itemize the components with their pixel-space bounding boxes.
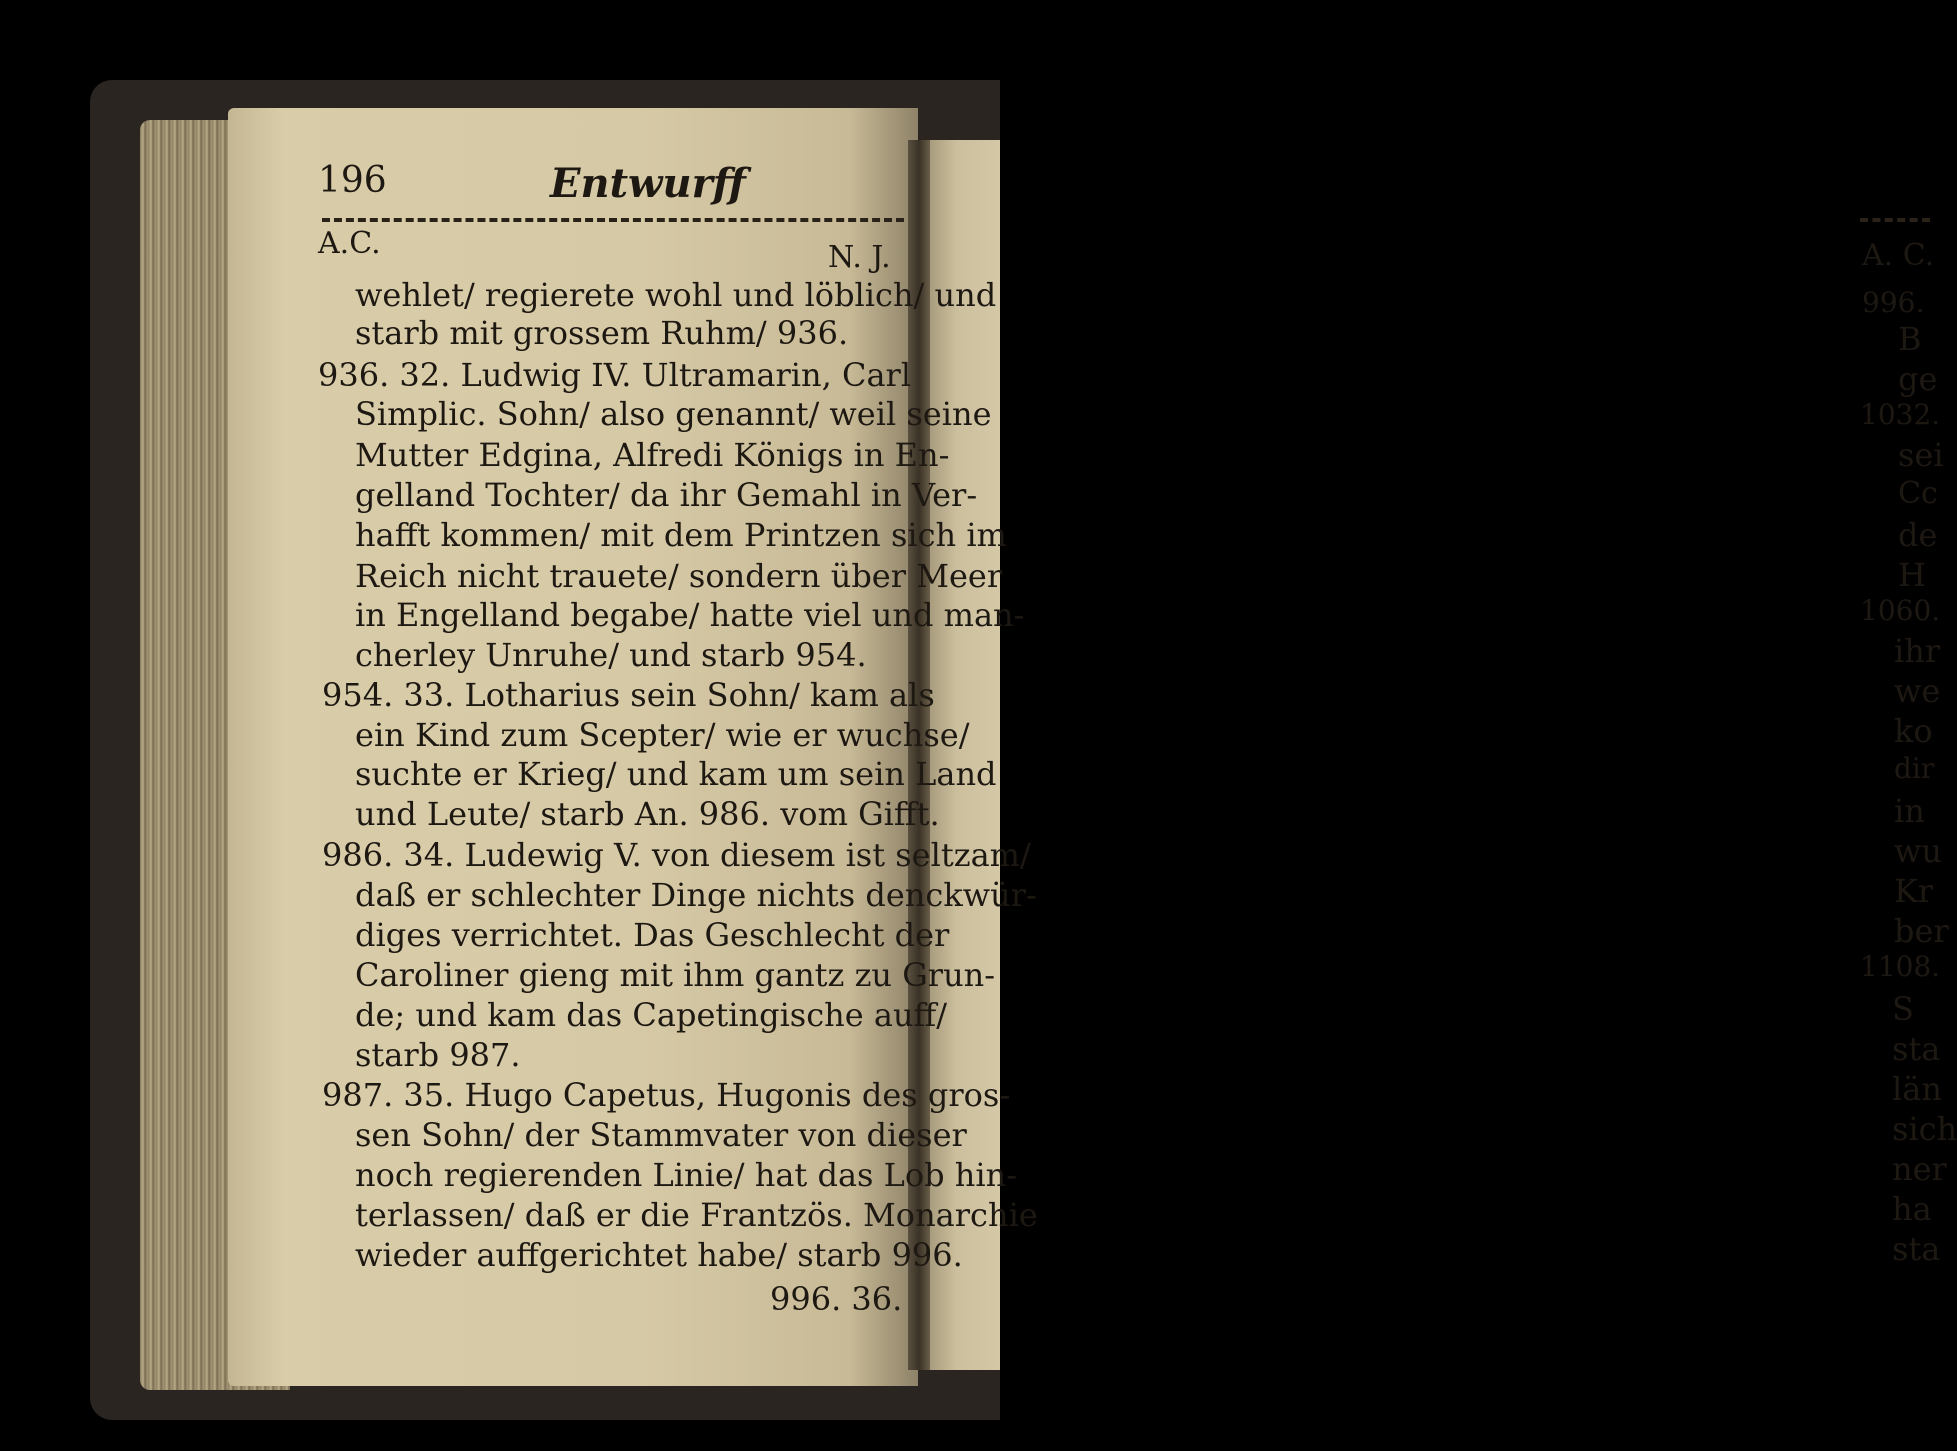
text-line: noch regierenden Linie/ hat das Lob hin- <box>355 1156 1018 1194</box>
right-fragment: we <box>1894 672 1941 710</box>
text-line: sen Sohn/ der Stammvater von dieser <box>355 1116 967 1154</box>
right-fragment: 1060. <box>1860 594 1941 627</box>
text-line: Mutter Edgina, Alfredi Königs in En- <box>355 436 950 474</box>
text-line: wieder auffgerichtet habe/ starb 996. <box>355 1236 963 1274</box>
right-fragment: sich <box>1892 1110 1957 1148</box>
right-fragment: 1032. <box>1860 398 1941 431</box>
right-fragment: sta <box>1892 1230 1941 1268</box>
right-fragment: ner <box>1892 1150 1947 1188</box>
right-fragment: de <box>1898 516 1938 554</box>
column-head-nj: N. J. <box>828 240 891 275</box>
text-line: terlassen/ daß er die Frantzös. Monarchie <box>355 1196 1038 1234</box>
right-fragment: ihr <box>1894 632 1941 670</box>
text-line: starb mit grossem Ruhm/ 936. <box>355 314 849 352</box>
right-fragment: in <box>1894 792 1925 830</box>
right-fragment: S <box>1892 990 1914 1028</box>
text-line: Simplic. Sohn/ also genannt/ weil seine <box>355 395 992 433</box>
running-title: Entwurff <box>550 160 746 207</box>
text-line: suchte er Krieg/ und kam um sein Land <box>355 755 997 793</box>
text-line: 987. 35. Hugo Capetus, Hugonis des gros- <box>322 1076 1011 1114</box>
page-number: 196 <box>318 160 387 201</box>
text-line: wehlet/ regierete wohl und löblich/ und <box>355 276 997 314</box>
text-line: starb 987. <box>355 1036 521 1074</box>
header-rule <box>322 218 904 222</box>
right-heading: A. C. <box>1862 238 1935 273</box>
text-line: ein Kind zum Scepter/ wie er wuchse/ <box>355 716 970 754</box>
catchword: 996. 36. <box>770 1280 903 1318</box>
right-fragment: 1108. <box>1860 950 1941 983</box>
right-fragment: län <box>1892 1070 1942 1108</box>
right-fragment: sei <box>1898 436 1944 474</box>
text-line: und Leute/ starb An. 986. vom Gifft. <box>355 795 940 833</box>
text-line: Reich nicht trauete/ sondern über Meer <box>355 557 1003 595</box>
text-line: hafft kommen/ mit dem Printzen sich im <box>355 516 1007 554</box>
right-fragment: ge <box>1898 360 1938 398</box>
right-fragment: ha <box>1892 1190 1932 1228</box>
right-page-text <box>930 0 1957 1451</box>
right-fragment: wu <box>1894 832 1942 870</box>
text-line: gelland Tochter/ da ihr Gemahl in Ver- <box>355 476 978 514</box>
text-line: Caroliner gieng mit ihm gantz zu Grun- <box>355 956 996 994</box>
right-fragment: sta <box>1892 1030 1941 1068</box>
right-fragment: ko <box>1894 712 1933 750</box>
text-line: de; und kam das Capetingische auff/ <box>355 996 948 1034</box>
right-fragment: 996. <box>1862 286 1925 319</box>
right-fragment: H <box>1898 556 1926 594</box>
text-line: cherley Unruhe/ und starb 954. <box>355 636 867 674</box>
right-fragment: Cc <box>1898 476 1938 511</box>
text-line: 986. 34. Ludewig V. von diesem ist seltzam/ <box>322 836 1031 874</box>
text-line: diges verrichtet. Das Geschlecht der <box>355 916 950 954</box>
right-fragment: dir <box>1894 752 1935 785</box>
right-fragment: B <box>1898 320 1922 358</box>
column-head-ac: A.C. <box>318 226 381 261</box>
text-line: 936. 32. Ludwig IV. Ultramarin, Carl <box>318 356 912 394</box>
text-line: daß er schlechter Dinge nichts denckwür- <box>355 876 1037 914</box>
text-line: in Engelland begabe/ hatte viel und man- <box>355 596 1025 634</box>
right-fragment: Kr <box>1894 872 1934 910</box>
text-line: 954. 33. Lotharius sein Sohn/ kam als <box>322 676 935 714</box>
header-rule-right <box>1860 218 1930 222</box>
right-fragment: ber <box>1894 912 1949 950</box>
